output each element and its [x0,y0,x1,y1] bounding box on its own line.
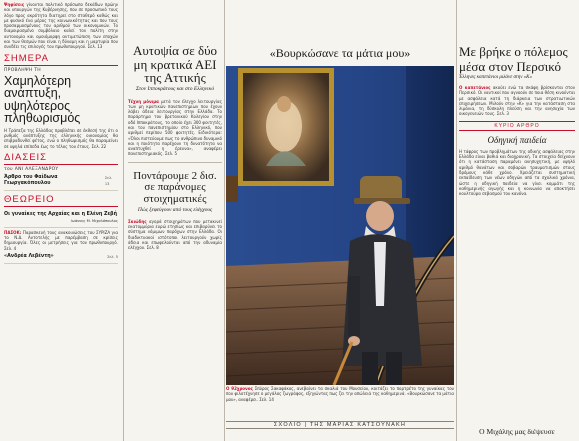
feature-caption [226,386,454,402]
universities-text: μετά τον έλεγχο λειτουργίας των μη κρατικών πανεπιστημίων που έχουν λάβει άδεια λειτουργίας στην Ελλάδα. Το παράρτημα του βρετανικού Κολεγίου στην οδό Ιπποκράτους, το οποίο έχει 300 φοιτητές, και του πανεπιστημίου στο Ελληνικό, που αριθμεί περίπου 500 φοιτητές. Ειδικότερα: «Όλοι πιστεύουμε πως το ανθρώπινο δυναμικό και η ποιότητα παρέχουν τη δυνατότητα να αναπτυχθεί η έρευνα», αναφέρει πανεπιστημιακός. Σελ. 5 [128,98,222,157]
item-author: Ιωάννης Μ. Μιχαλόπουλος [70,218,118,223]
item-title: «Ανδρέα Λεβέντη» [4,254,54,260]
universities-body [128,99,222,157]
comment-bar[interactable]: ΣΧΟΛΙΟ | ΤΗΣ ΜΑΡΙΑΣ ΚΑΤΣΟΥΝΑΚΗ [226,421,454,429]
headline-growth[interactable]: Χαμηλότερη ανάπτυξη, υψηλότερος πληθωρισμός [4,73,81,126]
editorial-section-label: ΚΥΡΙΟ ΑΡΘΡΟ [459,121,575,131]
betting-lead: Σκιώδης [128,218,147,224]
persian-gulf-text: ακούει ενώ τα σκάφη βρίσκονται στον Περσικό. Οι ναυτικοί που αγνοούν σε ποια θέση κινούνται με ασφάλεια κατά τη διάρκεια των στρατιωτικών επιχειρήσεων. Μιλούν στην «Κ» για την κατάσταση στα λιμάνια, τη δύσκολη πλεύση και την ανησυχία των οικογενειών τους. Σελ. 3 [459,85,575,117]
editorial-body: Η τάφρος των προβλημάτων της οδικής ασφάλειας στην Ελλάδα είναι βαθιά και διαχρονική. Τα στοιχεία δείχνουν ότι η κατάσταση παραμένει ανησυχητική, με υψηλό αριθμό θανάτων και σοβαρών τραυματισμών στους δρόμους κάθε χρόνο. Χρειάζεται συστηματική εκπαίδευση των νέων οδηγών από τα σχολικά χρόνια, ώστε η οδηγική παιδεία να γίνει κομμάτι της καθημερινής αγωγής και η κοινωνία να αποκτήσει κουλτούρα σεβασμού του κανόνα. [459,148,575,197]
subheadline-betting: Πώς ξεφεύγουν από τους ελέγχους [137,207,213,214]
pasok-lead: ΠΑΣΟΚ: [4,229,22,235]
left-teaser-intro: Ψηφίσεις [4,2,25,7]
section-today: ΣΗΜΕΡΑ [4,53,118,66]
headline-persian-gulf[interactable]: Με βρήκε ο πόλεμος μέσα στον Περσικό [459,44,568,74]
item-page: Σελ. 13 [104,175,113,186]
growth-body: Η Τράπεζα της Ελλάδας προβλέπει σε έκθεσή της ότι ο ρυθμός ανάπτυξης της ελληνικής οικονομίας θα επιβραδυνθεί φέτος, ενώ ο πληθωρισμός θα παραμείνει σε υψηλά επίπεδα έως το τέλος του έτους. Σελ. 22 [4,127,118,149]
diaseis-sub: του ΑΝΙ ΑΛΕΞΑΝΔΡΟΥ [4,166,59,172]
pasok-text: Παρασκευή τους ανακοινώσεις του ΣΥΡΙΖΑ για το Ν.Δ. Αυτοτελής με παρέμβαση σε κρίσεις δημιουργία. Όλες οι μετρήσεις για τον πρωθυπουργό. Σελ. 4 [4,229,118,251]
column-divider [456,0,457,441]
list-item[interactable] [4,172,118,191]
persian-gulf-body [459,85,575,117]
left-teaser [4,0,118,50]
column-divider [123,0,124,441]
kicker-forecast: ΠΡΟΒΛΗΨΗ ΤΗ [4,67,41,73]
item-title: Οι γυναίκες της Αρχαίας και η Ελένη Ζεβή [4,211,118,217]
betting-body [128,219,222,251]
section-theoreio: ΘΕΩΡΕΙΟ [4,194,118,207]
divider [128,162,222,163]
column-divider [224,0,225,441]
betting-text: αγορά στοιχημάτων που μετακινεί εκατομμύρια ευρώ ετησίως και επιβαρύνει το σύστημα νόμιμων παρόχων στην Ελλάδα. Οι διαδικτυακοί ιστότοποι λειτουργούν χωρίς άδεια και επωφελούνται από την αδυναμία ελέγχου. Σελ. 8 [128,218,222,251]
caption-lead: Ο 92χρονος [226,386,253,391]
subheadline-persian-gulf: Έλληνες καπετάνιοι μιλάνε στην «Κ» [459,75,533,80]
middle-column [128,0,222,441]
left-column [4,0,118,441]
headline-universities[interactable]: Αυτοψία σε δύο μη κρατικά ΑΕΙ της Αττικής [132,43,218,85]
feature-title[interactable]: «Βουρκώσανε τα μάτια μου» [269,46,411,60]
left-teaser-body: γίνονται πολιτικό πρόσωπο δεκάδων πρώην και υπουργών της Κυβέρνησης, που σε προσωπικό τους λόγο προς ακρότητα διατηρεί στο σταθερό καθώς και με φυσικό ένα μέρος της κοινωνικότητας και που τους προσαρμοσμένους του αριθμού των οικονομικών. Το διαμοιρασμένο συμβόλαιο καλεί τον πολίτη στην αυτονομία και ομοιόμορφη αντιμετώπιση των εποχών και των θεσμών που είναι η δύναμη και η μαρτυρία που συνδέει τις επιλογές του πρωθυπουργού. Σελ. 13 [4,2,118,50]
headline-betting[interactable]: Ποντάρουμε 2 δισ. σε παράνομες στοιχηματικές [133,169,217,205]
universities-lead: Τέχνη μόνιμα [128,98,159,104]
feature-column [226,0,454,441]
headline-editorial[interactable]: Οδηγική παιδεία [487,134,547,145]
museum-photo-illustration [226,66,454,385]
caption-text: Σπύρος Σακαφάκος, ανεβαίνει τα σκαλιά του Μουσείου, κοιτάζει το πορτρέτο της γυναίκας του που φιλοτέχνησε ο μεγάλος ζωγράφος, εξηγώντας πως ζει την απώλειά της καθημερινά. «Βουρκώσανε τα μάτια μου», αναφέρει. Σελ. 14 [226,386,454,402]
item-page: Σελ. 5 [107,255,118,260]
right-column [459,0,575,441]
list-item[interactable] [4,209,118,228]
persian-gulf-lead: Ο καπετάνιος [459,85,491,90]
list-item[interactable] [4,251,118,264]
bottom-teaser[interactable]: Ο Μιχάλης μας διέψευσε [479,427,555,436]
section-diaseis: ΔΙΑΣΕΙΣ [4,152,118,165]
feature-photo[interactable] [226,66,454,385]
item-title: Άρθρο του Φαίδωνα Γεωργακόπουλου [4,174,58,186]
subheadline-universities: Στον Ιπποκράτους και στο Ελληνικό [135,85,215,92]
pasok-body [4,228,118,251]
